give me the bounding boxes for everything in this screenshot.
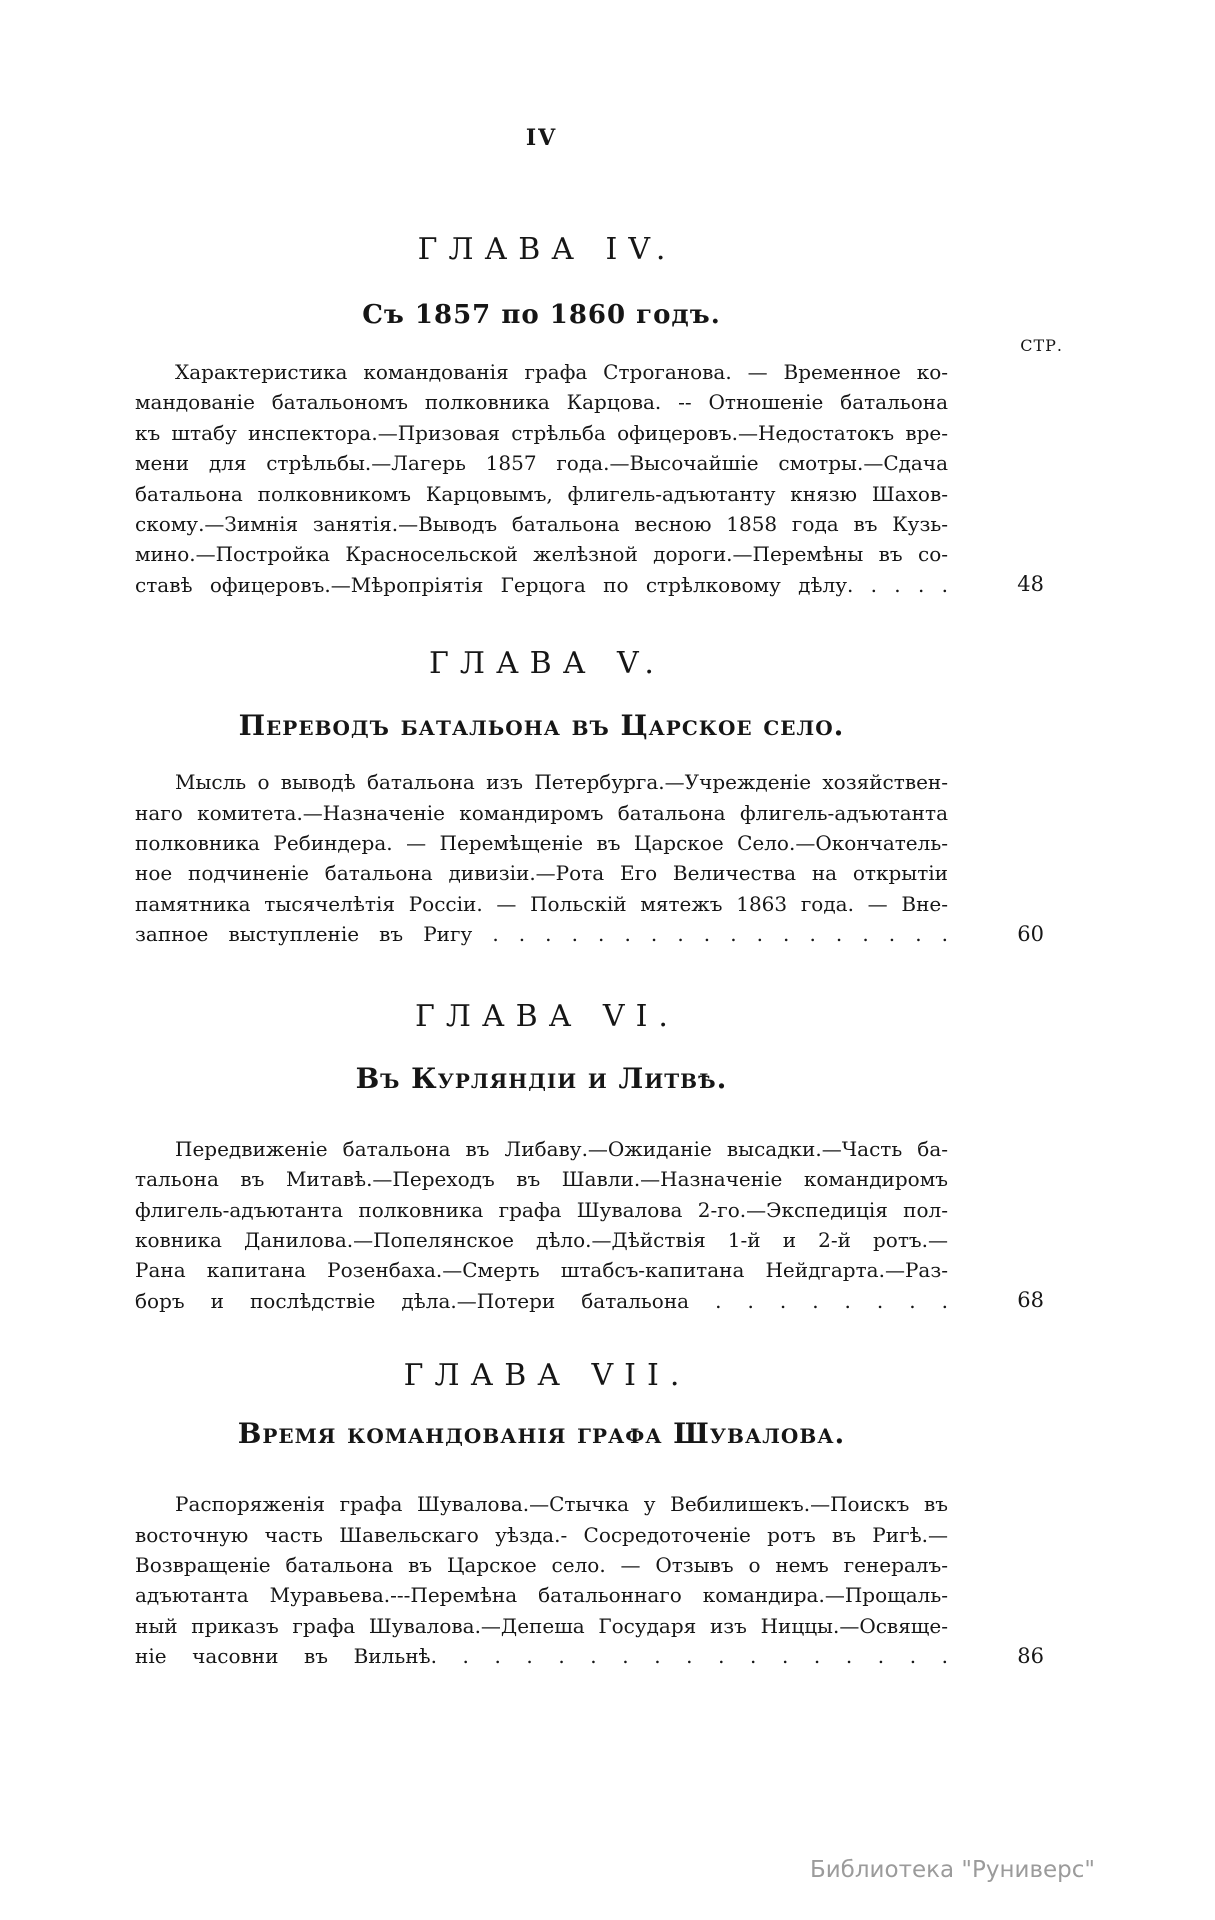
- summary-line: ное подчиненіе батальона дивизіи.—Рота Его Величества на открытіи: [135, 861, 948, 886]
- folio-page-number: IV: [525, 125, 558, 151]
- summary-line: Мысль о выводѣ батальона изъ Петербурга.—Учрежденіе хозяйствен-: [175, 770, 948, 795]
- summary-line: флигель-адъютанта полковника графа Шувалова 2-го.—Экспедиція пол-: [135, 1197, 948, 1222]
- summary-line: ный приказъ графа Шувалова.—Депеша Государя изъ Ниццы.—Освяще-: [135, 1613, 948, 1638]
- summary-lines: [135, 1489, 948, 1671]
- summary-line: боръ и послѣдствіе дѣла.—Потери батальона . . . . . . . .: [135, 1288, 948, 1313]
- summary-lines: [135, 1134, 948, 1316]
- chapter-4-summary: [135, 357, 1044, 600]
- chapter-5-subtitle: Переводъ батальона въ Царское село.: [238, 709, 845, 743]
- summary-lines: [135, 357, 948, 600]
- chapter-7-heading: ГЛАВА VII.: [403, 1358, 691, 1394]
- summary-line: Возвращеніе батальона въ Царское село. — Отзывъ о немъ генералъ-: [135, 1552, 948, 1577]
- summary-line: ставѣ офицеровъ.—Мѣропріятія Герцога по стрѣлковому дѣлу. . . . .: [135, 572, 948, 597]
- summary-line: Рана капитана Розенбаха.—Смерть штабсъ-капитана Нейдгарта.—Раз-: [135, 1258, 948, 1283]
- chapter-6-page-number: 68: [1017, 1288, 1044, 1313]
- chapter-4-page-number: 48: [1017, 572, 1044, 597]
- chapter-6-summary: [135, 1134, 1044, 1316]
- summary-line: ніе часовни въ Вильнѣ. . . . . . . . . . . . . . . . .: [135, 1644, 948, 1669]
- library-watermark: Библиотека "Руниверс": [809, 1857, 1095, 1883]
- summary-line: Передвиженіе батальона въ Либаву.—Ожиданіе высадки.—Часть ба-: [175, 1136, 948, 1161]
- chapter-5-heading: ГЛАВА V.: [429, 646, 665, 682]
- summary-line: батальона полковникомъ Карцовымъ, флигель-адъютанту князю Шахов-: [135, 481, 948, 506]
- chapter-4-section: [0, 233, 1215, 600]
- chapter-5-page-number: 60: [1017, 921, 1044, 946]
- summary-line: мандованіе батальономъ полковника Карцова. -- Отношеніе батальона: [135, 390, 948, 415]
- summary-line: мени для стрѣльбы.—Лагерь 1857 года.—Высочайшіе смотры.—Сдача: [135, 451, 948, 476]
- summary-line: тальона въ Митавѣ.—Переходъ въ Шавли.—Назначеніе командиромъ: [135, 1167, 948, 1192]
- summary-line: къ штабу инспектора.—Призовая стрѣльба офицеровъ.—Недостатокъ вре-: [135, 420, 948, 445]
- chapter-7-page-number: 86: [1017, 1643, 1044, 1668]
- summary-line: Характеристика командованія графа Строганова. — Временное ко-: [175, 360, 948, 384]
- summary-line: наго комитета.—Назначеніе командиромъ батальона флигель-адъютанта: [135, 800, 948, 825]
- summary-line: ковника Данилова.—Попелянское дѣло.—Дѣйствія 1-й и 2-й ротъ.—: [135, 1227, 948, 1252]
- summary-line: скому.—Зимнія занятія.—Выводъ батальона весною 1858 года въ Кузь-: [135, 512, 948, 537]
- summary-line: мино.—Постройка Красносельской желѣзной дороги.—Перемѣны въ со-: [135, 542, 948, 567]
- chapter-6-subtitle: Въ Курляндіи и Литвѣ.: [355, 1061, 728, 1095]
- summary-line: памятника тысячелѣтія Россіи. — Польскій мятежъ 1863 года. — Вне-: [135, 891, 948, 916]
- summary-line: восточную часть Шавельскаго уѣзда.- Сосредоточеніе ротъ въ Ригѣ.—: [135, 1522, 948, 1547]
- summary-line: Распоряженія графа Шувалова.—Стычка у Вебилишекъ.—Поискъ въ: [175, 1492, 948, 1517]
- chapter-7-subtitle: Время командованія графа Шувалова.: [237, 1417, 846, 1451]
- chapter-6-section: [0, 1000, 1215, 1316]
- chapter-4-subtitle: Съ 1857 по 1860 годъ.: [362, 300, 721, 330]
- chapter-4-heading: ГЛАВА IV.: [417, 232, 677, 267]
- chapter-5-summary: [135, 767, 1044, 949]
- summary-lines: [135, 767, 948, 949]
- chapter-5-section: [0, 647, 1215, 949]
- chapter-6-heading: ГЛАВА VI.: [415, 998, 679, 1034]
- chapter-7-summary: [135, 1489, 1044, 1671]
- summary-line: адъютанта Муравьева.---Перемѣна батальоннаго командира.—Прощаль-: [135, 1583, 948, 1608]
- chapter-7-section: [0, 1359, 1215, 1671]
- summary-line: запное выступленіе въ Ригу . . . . . . . . . . . . . . . . . .: [135, 922, 948, 947]
- scanned-page: [0, 126, 1215, 1920]
- page-column-label: СТР.: [1020, 336, 1063, 355]
- summary-line: полковника Ребиндера. — Перемѣщеніе въ Царское Село.—Окончатель-: [135, 831, 948, 856]
